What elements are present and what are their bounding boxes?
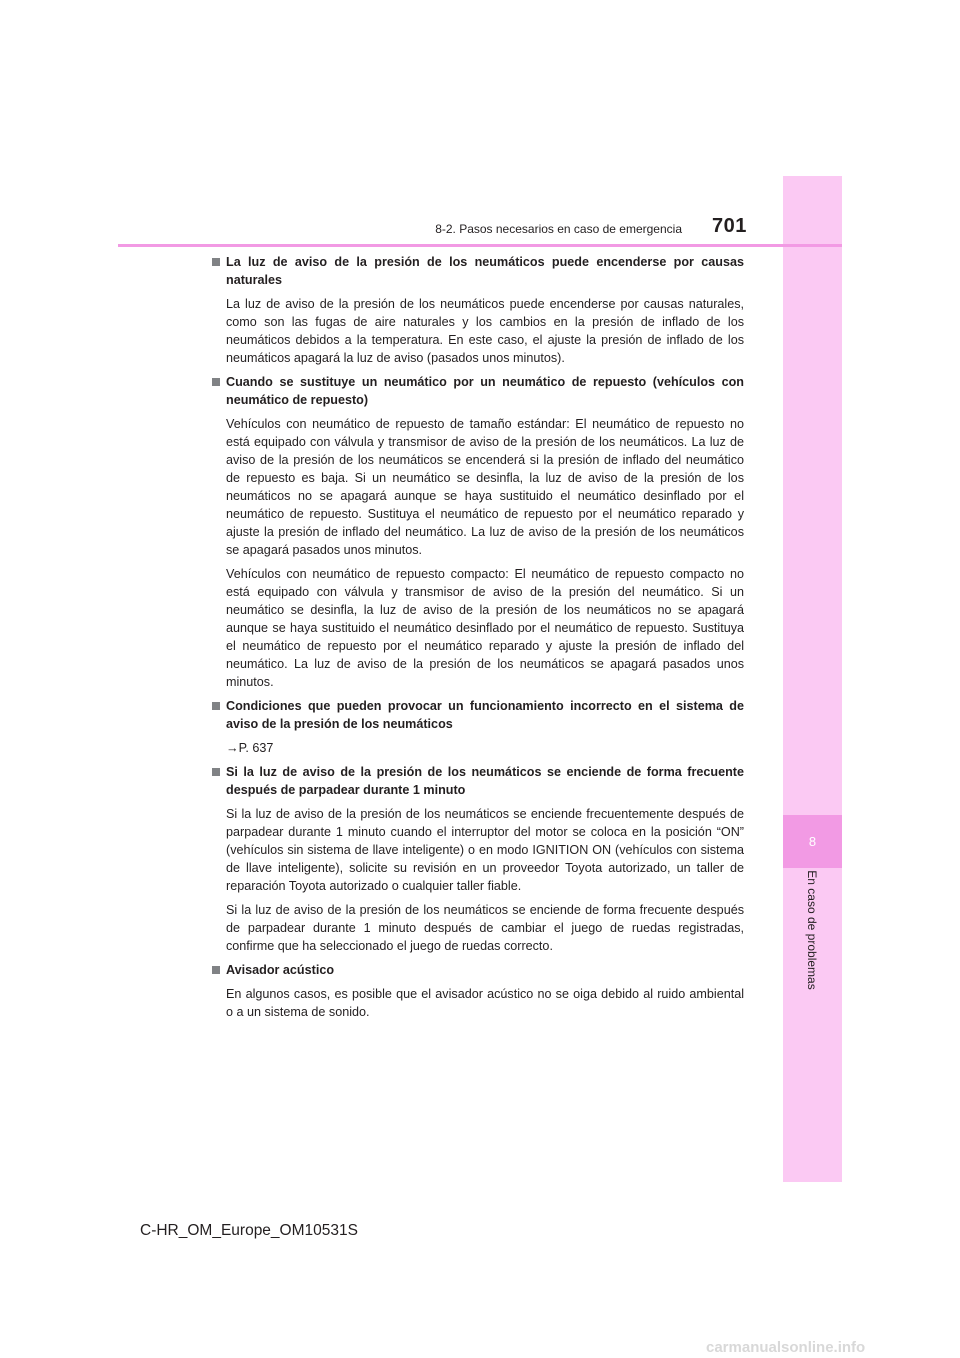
- page-reference-link[interactable]: →P. 637: [226, 741, 274, 755]
- square-bullet-icon: [212, 378, 220, 386]
- item-paragraph: En algunos casos, es posible que el avisador acústico no se oiga debido al ruido ambiental o a un sistema de sonido.: [226, 987, 744, 1019]
- item-paragraph: Si la luz de aviso de la presión de los neumáticos se enciende de forma frecuente después de parpadear durante 1 minuto después de cambiar el juego de ruedas registradas, confirme que ha seleccionado el juego de ruedas correcto.: [226, 903, 744, 953]
- list-item: [212, 697, 744, 757]
- main-content: [212, 253, 744, 1027]
- document-code: C-HR_OM_Europe_OM10531S: [140, 1222, 358, 1239]
- watermark-text: carmanualsonline.info: [706, 1339, 866, 1356]
- item-heading: Avisador acústico: [226, 963, 335, 977]
- list-item: [212, 961, 744, 1021]
- item-heading: Condiciones que pueden provocar un funcionamiento incorrecto en el sistema de aviso de la presión de los neumáticos: [226, 699, 744, 731]
- item-paragraph: Vehículos con neumático de repuesto de tamaño estándar: El neumático de repuesto no está equipado con válvula y transmisor de aviso de la presión de los neumáticos. La luz de aviso de la presión de los neumáticos se encenderá si la presión de inflado del neumático de repuesto es baja. Si un neumático se desinfla, la luz de aviso de la presión de los neumáticos no se apagará aunque se haya sustituido el neumático desinflado por el neumático de repuesto. Sustituya el neumático de repuesto por el neumático reparado y ajuste la presión de inflado del neumático. La luz de aviso de la presión de los neumáticos se apagará pasados unos minutos.: [226, 417, 744, 557]
- list-item: [212, 373, 744, 691]
- chapter-number: 8: [808, 834, 817, 849]
- chapter-label: En caso de problemas: [805, 870, 819, 990]
- chapter-number-tab: [783, 815, 842, 868]
- square-bullet-icon: [212, 258, 220, 266]
- item-heading: La luz de aviso de la presión de los neumáticos puede encenderse por causas naturales: [226, 255, 744, 287]
- item-heading: Si la luz de aviso de la presión de los neumáticos se enciende de forma frecuente después de parpadear durante 1 minuto: [226, 765, 744, 797]
- square-bullet-icon: [212, 702, 220, 710]
- square-bullet-icon: [212, 768, 220, 776]
- item-paragraph: La luz de aviso de la presión de los neumáticos puede encenderse por causas naturales, como son las fugas de aire naturales y los cambios en la presión de inflado de los neumáticos debidos a la temperatura. En este caso, el ajuste la presión de inflado de los neumáticos apagará la luz de aviso (pasados unos minutos).: [226, 297, 744, 365]
- page-number: 701: [712, 215, 747, 237]
- item-paragraph: Si la luz de aviso de la presión de los neumáticos se enciende frecuentemente después de parpadear durante 1 minuto cuando el interruptor del motor se coloca en la posición “ON” (vehículos sin sistema de llave inteligente) o en modo IGNITION ON (vehículos con sistema de llave inteligente), solicite su revisión en un proveedor Toyota autorizado, un taller de reparación Toyota autorizado o cualquier taller fiable.: [226, 807, 744, 893]
- item-paragraph: Vehículos con neumático de repuesto compacto: El neumático de repuesto compacto no está equipado con válvula y transmisor de aviso de la presión del neumático. Si un neumático se desinfla, la luz de aviso de la presión de los neumáticos no se apagará aunque se haya sustituido el neumático desinflado por el neumático de repuesto. Sustituya el neumático de repuesto por el neumático reparado y ajuste la presión de inflado del neumático. La luz de aviso de la presión de los neumáticos se apagará pasados unos minutos.: [226, 567, 744, 689]
- list-item: [212, 253, 744, 367]
- section-title: 8-2. Pasos necesarios en caso de emergencia: [435, 222, 682, 236]
- item-heading: Cuando se sustituye un neumático por un neumático de repuesto (vehículos con neumático de repuesto): [226, 375, 744, 407]
- list-item: [212, 763, 744, 955]
- header-divider: [118, 244, 842, 247]
- chapter-side-tab: [783, 176, 842, 1182]
- square-bullet-icon: [212, 966, 220, 974]
